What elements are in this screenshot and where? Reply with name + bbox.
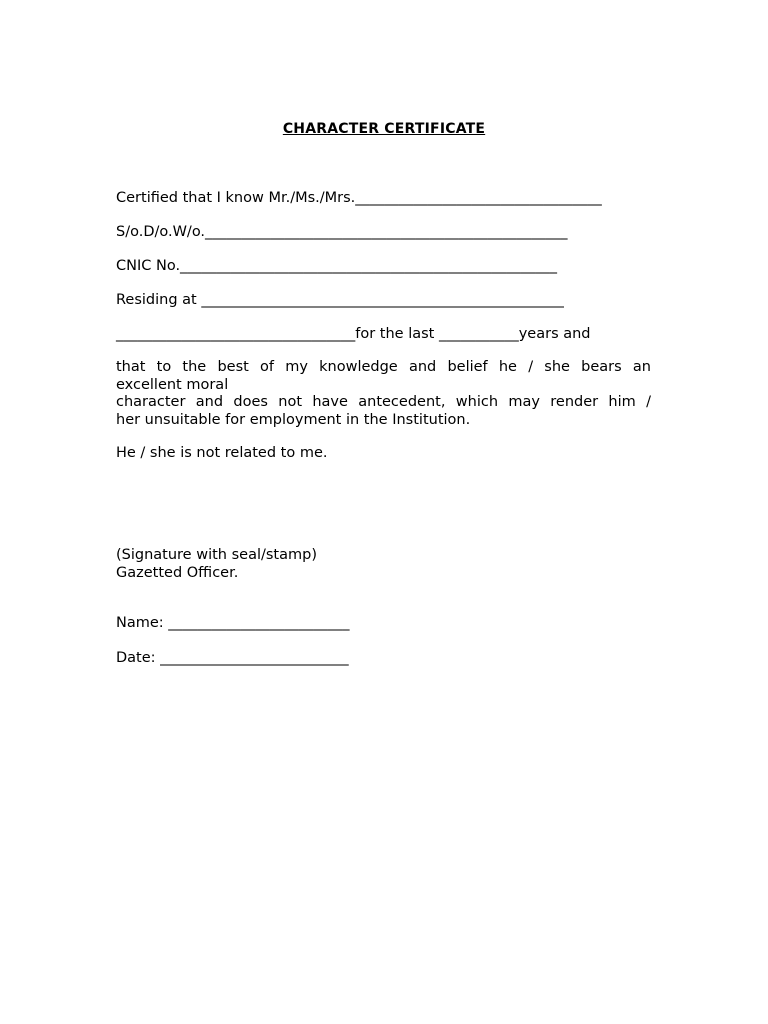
residing-line: Residing at __________________________________________________ xyxy=(116,292,564,308)
certified-name-line: Certified that I know Mr./Ms./Mrs.__________________________________ xyxy=(116,190,602,206)
signature-designation: Gazetted Officer. xyxy=(116,565,239,581)
character-statement-line: character and does not have antecedent, which may render him / xyxy=(116,394,651,410)
signature-label: (Signature with seal/stamp) xyxy=(116,547,317,563)
cnic-line: CNIC No.____________________________________________________ xyxy=(116,258,558,274)
character-statement-line: that to the best of my knowledge and belief he / she bears an xyxy=(116,359,651,375)
relation-line: S/o.D/o.W/o.__________________________________________________ xyxy=(116,224,568,240)
date-line: Date: __________________________ xyxy=(116,650,349,666)
relation-statement: He / she is not related to me. xyxy=(116,445,328,461)
document-title: CHARACTER CERTIFICATE xyxy=(282,121,486,137)
duration-line: _________________________________for the last ___________years and xyxy=(116,326,591,342)
name-line: Name: _________________________ xyxy=(116,615,350,631)
character-statement-line: excellent moral xyxy=(116,376,229,393)
character-statement-line: her unsuitable for employment in the Institution. xyxy=(116,411,471,428)
character-statement xyxy=(116,359,651,429)
